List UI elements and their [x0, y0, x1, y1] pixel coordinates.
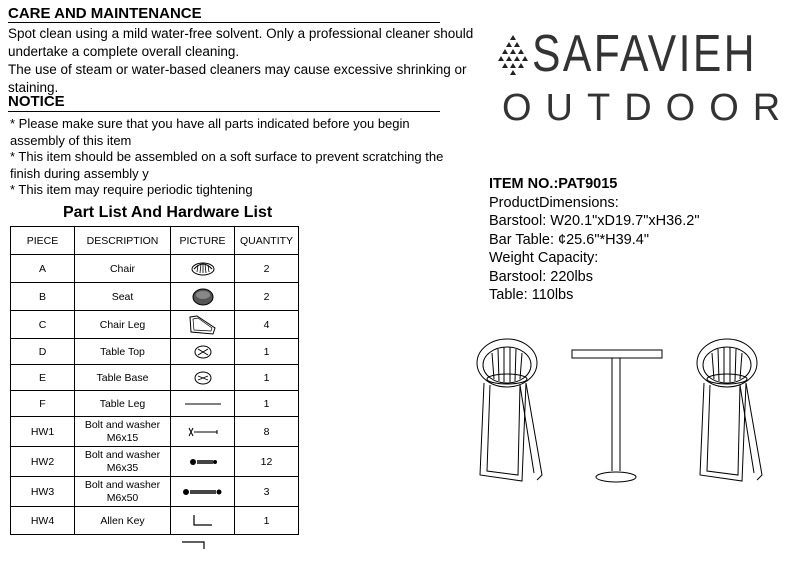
- table-dimensions: Bar Table: ¢25.6"*H39.4": [489, 231, 649, 248]
- qty-cell: 1: [235, 391, 299, 417]
- piece-cell: F: [11, 391, 75, 417]
- chair-shell-icon: [188, 260, 218, 278]
- item-info: [489, 175, 799, 305]
- piece-cell: A: [11, 255, 75, 283]
- parts-table: [10, 226, 299, 535]
- allen-key-icon: [188, 513, 218, 529]
- qty-cell: 1: [235, 339, 299, 365]
- parts-header-row: [11, 227, 299, 255]
- qty-cell: 1: [235, 507, 299, 535]
- barstool-left-drawing: [477, 339, 542, 481]
- bolt-long-icon: [181, 484, 225, 500]
- notice-line: finish during assembly y: [10, 165, 149, 181]
- desc-cell: Table Leg: [75, 391, 171, 417]
- desc-cell: Table Base: [75, 365, 171, 391]
- table-row: [11, 365, 299, 391]
- desc-cell: Bolt and washer M6x50: [75, 477, 171, 507]
- desc-cell: Chair Leg: [75, 311, 171, 339]
- care-line: staining.: [8, 80, 59, 95]
- table-row: [11, 507, 299, 535]
- notice-line: * Please make sure that you have all parts indicated before you begin: [10, 116, 410, 131]
- care-line: Spot clean using a mild water-free solvent. Only a professional cleaner should: [8, 26, 474, 41]
- qty-cell: 1: [235, 365, 299, 391]
- desc-cell: Bolt and washer M6x35: [75, 447, 171, 477]
- piece-cell: B: [11, 283, 75, 311]
- piece-cell: C: [11, 311, 75, 339]
- notice-heading-rule: [8, 111, 440, 112]
- dimensions-label: ProductDimensions:: [489, 194, 619, 211]
- piece-cell: D: [11, 339, 75, 365]
- parts-table-title: Part List And Hardware List: [63, 204, 273, 221]
- piece-cell: E: [11, 365, 75, 391]
- bolt-short-icon: [185, 425, 221, 439]
- notice-heading: NOTICE: [8, 93, 65, 110]
- col-header-description: DESCRIPTION: [75, 227, 171, 255]
- qty-cell: 4: [235, 311, 299, 339]
- table-row: [11, 417, 299, 447]
- table-top-icon: [191, 343, 215, 361]
- qty-cell: 2: [235, 255, 299, 283]
- desc-cell: Table Top: [75, 339, 171, 365]
- desc-cell: Bolt and washer M6x15: [75, 417, 171, 447]
- desc-cell: Seat: [75, 283, 171, 311]
- qty-cell: 3: [235, 477, 299, 507]
- table-row: [11, 283, 299, 311]
- col-header-quantity: QUANTITY: [235, 227, 299, 255]
- piece-cell: HW2: [11, 447, 75, 477]
- table-row: [11, 391, 299, 417]
- seat-cushion-icon: [190, 287, 216, 307]
- qty-cell: 2: [235, 283, 299, 311]
- table-row: [11, 447, 299, 477]
- table-row: [11, 339, 299, 365]
- item-number: ITEM NO.:PAT9015: [489, 176, 618, 192]
- qty-cell: 8: [235, 417, 299, 447]
- brand-subtitle: OUTDOOR: [502, 87, 795, 129]
- care-line: undertake a complete overall cleaning.: [8, 44, 240, 59]
- col-header-piece: PIECE: [11, 227, 75, 255]
- table-row: [11, 255, 299, 283]
- care-text: [8, 25, 478, 97]
- piece-cell: HW3: [11, 477, 75, 507]
- product-illustration: [462, 335, 782, 487]
- col-header-picture: PICTURE: [171, 227, 235, 255]
- brand-mark-icon: [497, 33, 529, 81]
- barstool-right-drawing: [697, 339, 762, 481]
- table-row: [11, 477, 299, 507]
- notice-text: [10, 116, 480, 199]
- desc-cell: Chair: [75, 255, 171, 283]
- chair-leg-icon: [187, 314, 219, 336]
- table-capacity: Table: 110lbs: [489, 287, 574, 303]
- piece-cell: HW4: [11, 507, 75, 535]
- table-base-icon: [191, 369, 215, 387]
- bolt-medium-icon: [185, 454, 221, 470]
- care-line: The use of steam or water-based cleaners may cause excessive shrinking or: [8, 62, 467, 77]
- notice-line: * This item should be assembled on a soft surface to prevent scratching the: [10, 149, 444, 164]
- barstool-capacity: Barstool: 220lbs: [489, 268, 593, 285]
- allen-key-fragment-icon: [180, 540, 210, 550]
- piece-cell: HW1: [11, 417, 75, 447]
- barstool-dimensions: Barstool: W20.1"xD19.7"xH36.2": [489, 213, 700, 229]
- care-heading-rule: [8, 22, 440, 23]
- table-row: [11, 311, 299, 339]
- capacity-label: Weight Capacity:: [489, 250, 599, 266]
- care-heading: CARE AND MAINTENANCE: [8, 5, 202, 22]
- notice-line: assembly of this item: [10, 132, 132, 148]
- brand-name: SAFAVIEH: [532, 25, 758, 83]
- notice-line: * This item may require periodic tightening: [10, 182, 253, 197]
- desc-cell: Allen Key: [75, 507, 171, 535]
- table-leg-icon: [183, 397, 223, 411]
- bar-table-drawing: [572, 350, 662, 482]
- qty-cell: 12: [235, 447, 299, 477]
